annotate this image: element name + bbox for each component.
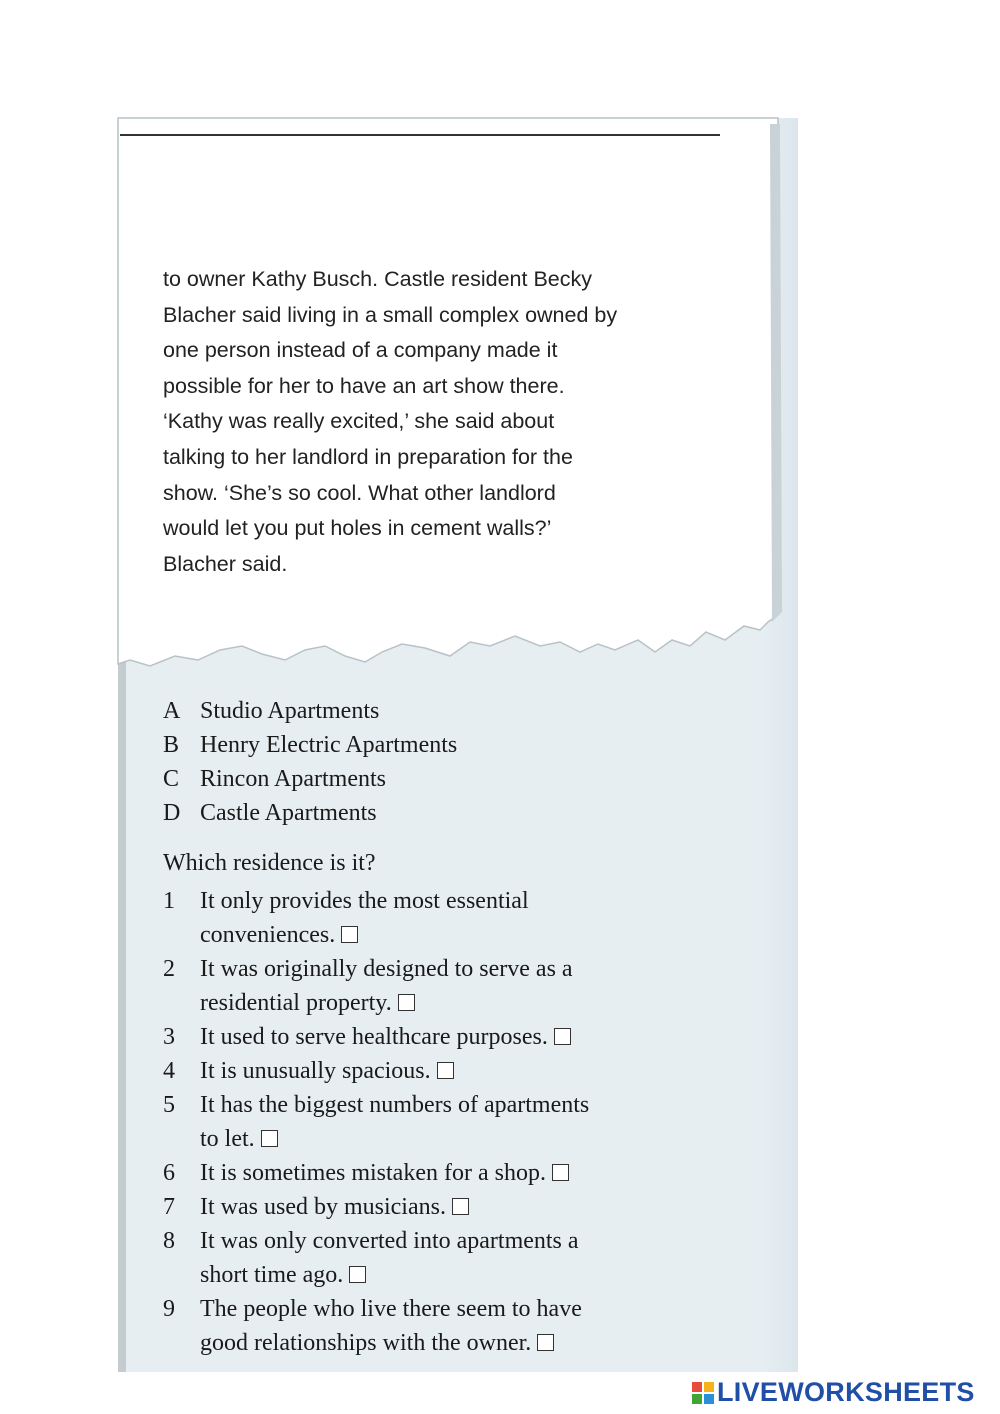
answer-box[interactable] — [261, 1130, 278, 1147]
question-4 — [163, 1054, 763, 1088]
brand-text: LIVEWORKSHEETS — [717, 1377, 975, 1407]
article-top-rule — [120, 134, 720, 136]
question-5 — [163, 1088, 763, 1156]
question-text: It was used by musicians. — [200, 1194, 446, 1220]
article-line: show. ‘She’s so cool. What other landlord — [163, 480, 556, 505]
question-number: 4 — [163, 1058, 175, 1084]
question-8 — [163, 1224, 763, 1292]
question-text: good relationships with the owner. — [200, 1330, 532, 1356]
option-d — [163, 800, 763, 834]
question-text: It is sometimes mistaken for a shop. — [200, 1160, 546, 1186]
question-text: short time ago. — [200, 1262, 344, 1288]
question-9 — [163, 1292, 763, 1360]
article-line: one person instead of a company made it — [163, 338, 558, 363]
answer-box[interactable] — [398, 994, 415, 1011]
question-number: 5 — [163, 1092, 175, 1118]
article-line: would let you put holes in cement walls?’ — [163, 516, 552, 541]
question-number: 6 — [163, 1160, 175, 1186]
question-text: It used to serve healthcare purposes. — [200, 1024, 548, 1050]
article-line: ‘Kathy was really excited,’ she said about — [163, 409, 555, 434]
question-text: to let. — [200, 1126, 255, 1152]
answer-box[interactable] — [554, 1028, 571, 1045]
question-7 — [163, 1190, 763, 1224]
answer-box[interactable] — [552, 1164, 569, 1181]
option-name: Studio Apartments — [200, 698, 380, 724]
questions-list — [163, 884, 763, 1360]
option-a — [163, 698, 763, 732]
answer-box[interactable] — [349, 1266, 366, 1283]
question-text: It only provides the most essential — [200, 888, 529, 914]
residence-options-list — [163, 698, 763, 834]
question-number: 1 — [163, 888, 175, 914]
question-number: 8 — [163, 1228, 175, 1254]
option-b — [163, 732, 763, 766]
option-letter: B — [163, 732, 180, 758]
question-2 — [163, 952, 763, 1020]
option-letter: C — [163, 766, 180, 792]
question-1 — [163, 884, 763, 952]
question-heading: Which residence is it? — [163, 850, 376, 876]
option-name: Castle Apartments — [200, 800, 377, 826]
question-text: It was only converted into apartments a — [200, 1228, 579, 1254]
article-line: Blacher said. — [163, 551, 288, 576]
question-text: It was originally designed to serve as a — [200, 956, 573, 982]
question-text: The people who live there seem to have — [200, 1296, 582, 1322]
article-line: possible for her to have an art show there. — [163, 373, 565, 398]
question-number: 3 — [163, 1024, 175, 1050]
question-number: 2 — [163, 956, 175, 982]
question-text: It has the biggest numbers of apartments — [200, 1092, 590, 1118]
answer-box[interactable] — [537, 1334, 554, 1351]
answer-box[interactable] — [341, 926, 358, 943]
option-name: Rincon Apartments — [200, 766, 386, 792]
option-letter: A — [163, 698, 181, 724]
article-line: to owner Kathy Busch. Castle resident Becky — [163, 267, 593, 291]
article-line: talking to her landlord in preparation for the — [163, 444, 573, 469]
article-excerpt — [163, 262, 733, 582]
question-6 — [163, 1156, 763, 1190]
option-letter: D — [163, 800, 181, 826]
answer-box[interactable] — [437, 1062, 454, 1079]
question-number: 9 — [163, 1296, 175, 1322]
question-number: 7 — [163, 1194, 175, 1220]
option-c — [163, 766, 763, 800]
question-text: It is unusually spacious. — [200, 1058, 431, 1084]
question-text: residential property. — [200, 990, 392, 1016]
question-3 — [163, 1020, 763, 1054]
article-line: Blacher said living in a small complex owned by — [163, 302, 618, 327]
liveworksheets-logo-icon — [692, 1382, 714, 1404]
option-name: Henry Electric Apartments — [200, 732, 458, 758]
liveworksheets-watermark — [692, 1377, 975, 1408]
question-text: conveniences. — [200, 922, 336, 948]
answer-box[interactable] — [452, 1198, 469, 1215]
